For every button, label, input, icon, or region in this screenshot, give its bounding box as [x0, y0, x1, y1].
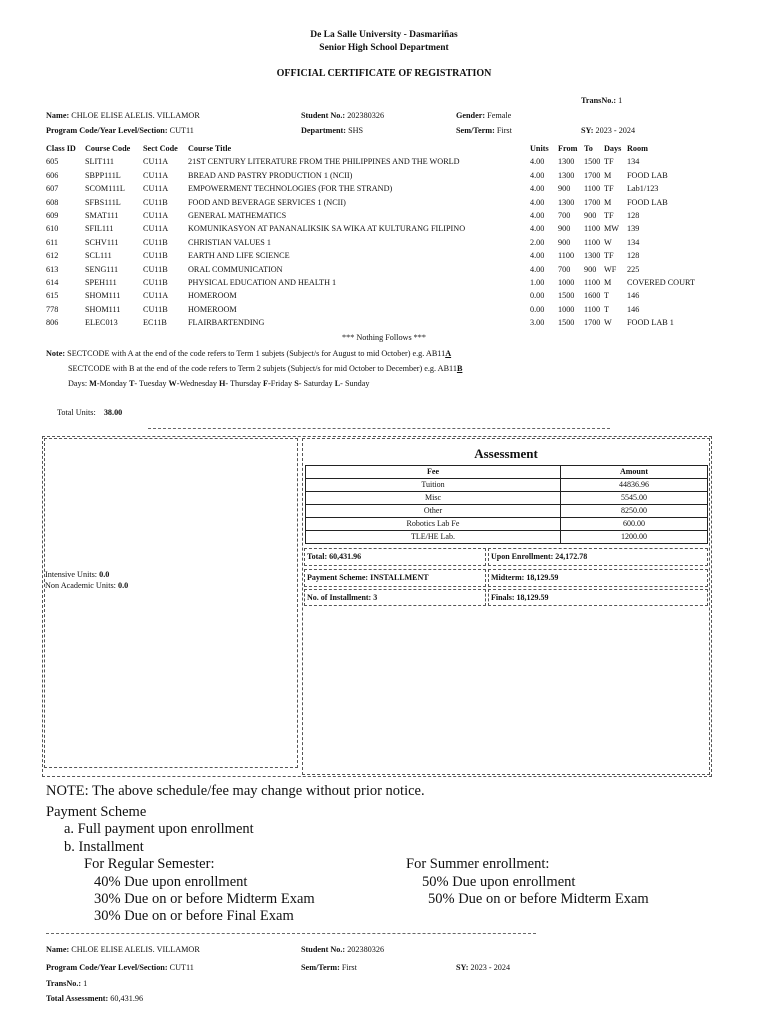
note-a-text: SECTCODE with A at the end of the code refers to Term 1 subjets (Subject/s for August to mid October) e.g. AB11 — [67, 349, 446, 358]
course-to: 1100 — [584, 184, 601, 194]
course-course-title: HOMEROOM — [188, 291, 237, 301]
footer-semterm-value: First — [341, 963, 357, 972]
fee-row — [306, 492, 708, 505]
course-course-code: ELEC013 — [85, 318, 118, 328]
name-value: CHLOE ELISE ALELIS. VILLAMOR — [71, 111, 200, 120]
course-sect-code: CU11B — [143, 278, 168, 287]
fee-amount: 8250.00 — [561, 505, 708, 518]
course-class-id: 609 — [46, 211, 59, 220]
day-h-code: H — [219, 379, 226, 388]
total-units-label: Total Units: — [57, 408, 96, 417]
fee-row — [306, 518, 708, 531]
course-room: 128 — [627, 211, 640, 220]
footer-name — [46, 945, 200, 955]
course-units: 4.00 — [530, 251, 545, 261]
divider-top — [148, 428, 610, 429]
payment-scheme-cell: Payment Scheme: INSTALLMENT — [304, 569, 486, 587]
footer-name-value: CHLOE ELISE ALELIS. VILLAMOR — [71, 945, 200, 954]
header-room: Room — [627, 144, 648, 153]
course-class-id: 612 — [46, 251, 59, 261]
school-year — [581, 126, 635, 136]
course-units: 0.00 — [530, 291, 545, 301]
course-sect-code: CU11B — [143, 251, 168, 261]
note-b-suffix: B — [456, 364, 463, 373]
footer-total-assessment — [46, 994, 143, 1004]
course-days: TF — [604, 157, 614, 167]
course-course-title: HOMEROOM — [188, 304, 237, 314]
course-sect-code: CU11A — [143, 291, 169, 301]
trans-value: 1 — [618, 96, 623, 105]
course-days: TF — [604, 211, 614, 220]
fee-header: Fee — [306, 466, 561, 479]
note-b — [68, 364, 462, 374]
document-title: OFFICIAL CERTIFICATE OF REGISTRATION — [276, 68, 492, 79]
day-f-name: -Friday — [268, 379, 293, 388]
course-course-title: FLAIRBARTENDING — [188, 318, 265, 328]
sem-term — [456, 126, 512, 136]
non-academic-units — [45, 581, 128, 591]
footer-sy — [456, 963, 510, 973]
course-from: 1500 — [558, 318, 575, 328]
fee-amount: 600.00 — [561, 518, 708, 531]
course-room: Lab1/123 — [627, 184, 659, 194]
student-number — [301, 111, 384, 121]
course-days: M — [604, 170, 612, 180]
regular-line-2: 30% Due on or before Midterm Exam — [94, 891, 315, 907]
course-course-title: EARTH AND LIFE SCIENCE — [188, 251, 290, 261]
fee-name: Robotics Lab Fe — [306, 518, 561, 531]
school-name: De La Salle University - Dasmariñas — [310, 30, 458, 40]
fee-row — [306, 531, 708, 544]
course-course-code: SHOM111 — [85, 291, 121, 301]
footer-trans — [46, 979, 87, 989]
course-to: 1700 — [584, 170, 601, 180]
course-course-title: PHYSICAL EDUCATION AND HEALTH 1 — [188, 278, 337, 287]
fee-table — [305, 465, 708, 544]
course-units: 3.00 — [530, 318, 545, 328]
course-from: 1500 — [558, 291, 575, 301]
course-course-code: SLIT111 — [85, 157, 114, 167]
intensive-label: Intensive Units: — [45, 570, 98, 579]
course-units: 4.00 — [530, 224, 545, 234]
course-from: 1000 — [558, 304, 575, 314]
trans-no — [581, 96, 622, 106]
course-days: TF — [604, 184, 614, 194]
day-h — [219, 379, 261, 388]
studno-value: 202380326 — [347, 111, 385, 120]
course-class-id: 611 — [46, 237, 58, 247]
semterm-label: Sem/Term: — [456, 126, 495, 135]
course-course-title: BREAD AND PASTRY PRODUCTION 1 (NCII) — [188, 170, 353, 180]
course-sect-code: CU11A — [143, 224, 169, 234]
summer-title: For Summer enrollment: — [406, 856, 550, 872]
day-f-code: F — [263, 379, 269, 388]
course-course-title: FOOD AND BEVERAGE SERVICES 1 (NCII) — [188, 197, 346, 207]
day-t-name: - Tuesday — [134, 379, 167, 388]
full-payment-option: a. Full payment upon enrollment — [64, 821, 254, 837]
total-units — [57, 408, 122, 418]
course-sect-code: CU11A — [143, 184, 169, 194]
course-days: TF — [604, 251, 614, 261]
course-course-code: SFIL111 — [85, 224, 114, 234]
total-assessment-cell: Total: 60,431.96 — [304, 548, 486, 566]
course-course-title: KOMUNIKASYON AT PANANALIKSIK SA WIKA AT KULTURANG FILIPINO — [188, 224, 466, 234]
days-legend — [68, 379, 370, 389]
course-days: MW — [604, 224, 620, 234]
name-label: Name: — [46, 111, 70, 120]
course-room: 139 — [627, 224, 640, 234]
course-from: 700 — [558, 211, 571, 220]
course-sect-code: CU11A — [143, 157, 169, 167]
studno-label: Student No.: — [301, 111, 346, 120]
day-s — [294, 379, 332, 388]
footer-studno — [301, 945, 384, 955]
fee-name: Misc — [306, 492, 561, 505]
course-room: 128 — [627, 251, 640, 261]
installments-cell: No. of Installment: 3 — [304, 589, 486, 606]
course-from: 1300 — [558, 157, 575, 167]
course-room: FOOD LAB — [627, 197, 668, 207]
course-from: 700 — [558, 264, 571, 274]
total-units-value: 38.00 — [103, 408, 123, 417]
course-course-code: SBPP111L — [85, 170, 121, 180]
units-panel — [44, 438, 298, 768]
day-m-code: M — [89, 379, 97, 388]
course-room: 134 — [627, 237, 640, 247]
course-days: W — [604, 237, 612, 247]
amount-header: Amount — [561, 466, 708, 479]
program-label: Program Code/Year Level/Section: — [46, 126, 168, 135]
day-t-code: T — [128, 379, 135, 388]
day-w-name: -Wednesday — [176, 379, 217, 388]
summer-line-2: 50% Due on or before Midterm Exam — [428, 891, 649, 907]
payment-scheme-heading: Payment Scheme — [46, 804, 147, 820]
course-course-title: CHRISTIAN VALUES 1 — [188, 237, 271, 247]
schedule-change-note: NOTE: The above schedule/fee may change without prior notice. — [46, 783, 425, 799]
course-units: 4.00 — [530, 264, 545, 274]
program-code — [46, 126, 194, 136]
dept-value: SHS — [348, 126, 364, 135]
gender-label: Gender: — [456, 111, 486, 120]
course-sect-code: CU11B — [143, 264, 168, 274]
course-course-code: SMAT111 — [85, 211, 119, 220]
sy-label: SY: — [581, 126, 594, 135]
footer-trans-value: 1 — [83, 979, 88, 988]
course-room: 225 — [627, 264, 640, 274]
footer-sy-value: 2023 - 2024 — [470, 963, 511, 972]
fee-name: Other — [306, 505, 561, 518]
course-units: 4.00 — [530, 197, 545, 207]
gender — [456, 111, 511, 121]
day-l-name: - Sunday — [340, 379, 370, 388]
course-to: 1100 — [584, 237, 601, 247]
footer-program-value: CUT11 — [169, 963, 194, 972]
course-course-title: EMPOWERMENT TECHNOLOGIES (FOR THE STRAND) — [188, 184, 393, 194]
note-a — [46, 349, 451, 359]
course-sect-code: CU11B — [143, 197, 168, 207]
course-to: 900 — [584, 264, 597, 274]
course-to: 1300 — [584, 251, 601, 261]
day-w — [169, 379, 217, 388]
regular-line-1: 40% Due upon enrollment — [94, 874, 248, 890]
course-to: 1600 — [584, 291, 601, 301]
course-room: 134 — [627, 157, 640, 167]
course-sect-code: CU11B — [143, 237, 168, 247]
program-value: CUT11 — [169, 126, 194, 135]
note-label: Note: — [46, 349, 66, 358]
regular-line-3: 30% Due on or before Final Exam — [94, 908, 294, 924]
course-units: 0.00 — [530, 304, 545, 314]
course-from: 1300 — [558, 170, 575, 180]
course-units: 2.00 — [530, 237, 545, 247]
fee-name: Tuition — [306, 479, 561, 492]
course-class-id: 607 — [46, 184, 59, 194]
day-s-name: - Saturday — [298, 379, 333, 388]
course-room: 146 — [627, 291, 640, 301]
course-to: 1100 — [584, 224, 601, 234]
course-class-id: 608 — [46, 197, 59, 207]
course-units: 4.00 — [530, 184, 545, 194]
course-class-id: 615 — [46, 291, 59, 301]
footer-program — [46, 963, 194, 973]
summer-line-1: 50% Due upon enrollment — [422, 874, 576, 890]
header-course-code: Course Code — [85, 144, 131, 153]
footer-total-label: Total Assessment: — [46, 994, 109, 1003]
course-days: T — [604, 291, 610, 301]
note-b-text: SECTCODE with B at the end of the code refers to Term 2 subjets (Subject/s for mid October to December) e.g. AB11 — [68, 364, 457, 373]
course-course-code: SCOM111L — [85, 184, 125, 194]
day-h-name: - Thursday — [225, 379, 261, 388]
footer-name-label: Name: — [46, 945, 70, 954]
course-days: W — [604, 318, 612, 328]
semterm-value: First — [496, 126, 512, 135]
header-from: From — [558, 144, 578, 153]
course-course-code: SENG111 — [85, 264, 119, 274]
day-l-code: L — [334, 379, 341, 388]
course-to: 1100 — [584, 278, 601, 287]
course-to: 900 — [584, 211, 597, 220]
course-from: 900 — [558, 184, 571, 194]
course-room: 146 — [627, 304, 640, 314]
regular-semester-title: For Regular Semester: — [84, 856, 215, 872]
course-sect-code: CU11A — [143, 170, 169, 180]
footer-sy-label: SY: — [456, 963, 469, 972]
day-s-code: S — [294, 379, 299, 388]
day-m — [89, 379, 127, 388]
fee-row — [306, 505, 708, 518]
course-to: 1500 — [584, 157, 601, 167]
course-course-title: GENERAL MATHEMATICS — [188, 211, 287, 220]
course-room: COVERED COURT — [627, 278, 695, 287]
course-course-code: SCHV111 — [85, 237, 119, 247]
intensive-units — [45, 570, 109, 580]
day-l — [335, 379, 370, 388]
course-sect-code: CU11A — [143, 211, 169, 220]
footer-studno-value: 202380326 — [347, 945, 385, 954]
course-room: FOOD LAB — [627, 170, 668, 180]
footer-total-value: 60,431.96 — [110, 994, 144, 1003]
course-sect-code: CU11B — [143, 304, 168, 314]
course-room: FOOD LAB 1 — [627, 318, 674, 328]
fee-name: TLE/HE Lab. — [306, 531, 561, 544]
trans-label: TransNo.: — [581, 96, 617, 105]
course-class-id: 806 — [46, 318, 59, 328]
header-class-id: Class ID — [46, 144, 76, 153]
footer-semterm — [301, 963, 357, 973]
course-units: 1.00 — [530, 278, 545, 287]
course-course-title: ORAL COMMUNICATION — [188, 264, 283, 274]
note-a-suffix: A — [445, 349, 452, 358]
fee-rows — [306, 479, 708, 544]
course-course-code: SCL111 — [85, 251, 112, 261]
course-course-code: SHOM111 — [85, 304, 121, 314]
course-from: 1300 — [558, 197, 575, 207]
header-sect-code: Sect Code — [143, 144, 178, 153]
course-class-id: 606 — [46, 170, 59, 180]
day-m-name: -Monday — [96, 379, 127, 388]
finals-cell: Finals: 18,129.59 — [488, 589, 708, 606]
non-academic-value: 0.0 — [118, 581, 129, 590]
intensive-value: 0.0 — [99, 570, 110, 579]
course-from: 900 — [558, 224, 571, 234]
day-w-code: W — [168, 379, 177, 388]
fee-amount: 1200.00 — [561, 531, 708, 544]
course-class-id: 605 — [46, 157, 59, 167]
days-label: Days: — [68, 379, 88, 388]
upon-enrollment-cell: Upon Enrollment: 24,172.78 — [488, 548, 708, 566]
day-t — [129, 379, 167, 388]
course-days: WF — [604, 264, 617, 274]
course-class-id: 614 — [46, 278, 59, 287]
footer-studno-label: Student No.: — [301, 945, 346, 954]
department-name: Senior High School Department — [319, 43, 449, 53]
footer-trans-label: TransNo.: — [46, 979, 82, 988]
department — [301, 126, 363, 136]
nothing-follows: *** Nothing Follows *** — [342, 333, 426, 342]
fee-amount: 5545.00 — [561, 492, 708, 505]
course-to: 1100 — [584, 304, 601, 314]
header-to: To — [584, 144, 593, 153]
footer-program-label: Program Code/Year Level/Section: — [46, 963, 168, 972]
course-class-id: 610 — [46, 224, 59, 234]
course-days: M — [604, 278, 612, 287]
course-units: 4.00 — [530, 170, 545, 180]
header-days: Days — [604, 144, 622, 153]
course-to: 1700 — [584, 197, 601, 207]
header-units: Units — [530, 144, 549, 153]
sy-value: 2023 - 2024 — [595, 126, 636, 135]
course-course-code: SFBS111L — [85, 197, 121, 207]
course-days: M — [604, 197, 612, 207]
dept-label: Department: — [301, 126, 347, 135]
course-sect-code: EC11B — [143, 318, 167, 328]
course-class-id: 613 — [46, 264, 59, 274]
course-units: 4.00 — [530, 211, 545, 220]
course-course-title: 21ST CENTURY LITERATURE FROM THE PHILIPPINES AND THE WORLD — [188, 157, 460, 167]
divider-bottom — [46, 933, 536, 934]
course-units: 4.00 — [530, 157, 545, 167]
assessment-title: Assessment — [474, 446, 538, 461]
fee-row — [306, 479, 708, 492]
gender-value: Female — [487, 111, 512, 120]
midterm-cell: Midterm: 18,129.59 — [488, 569, 708, 587]
course-from: 900 — [558, 237, 571, 247]
course-from: 1100 — [558, 251, 575, 261]
fee-amount: 44836.96 — [561, 479, 708, 492]
header-course-title: Course Title — [188, 144, 232, 153]
course-class-id: 778 — [46, 304, 59, 314]
course-days: T — [604, 304, 610, 314]
non-academic-label: Non Academic Units: — [45, 581, 116, 590]
student-name — [46, 111, 200, 121]
footer-semterm-label: Sem/Term: — [301, 963, 340, 972]
installment-option: b. Installment — [64, 839, 144, 855]
course-from: 1000 — [558, 278, 575, 287]
fee-header-row — [306, 466, 708, 479]
day-f — [263, 379, 292, 388]
course-to: 1700 — [584, 318, 601, 328]
course-course-code: SPEH111 — [85, 278, 117, 287]
